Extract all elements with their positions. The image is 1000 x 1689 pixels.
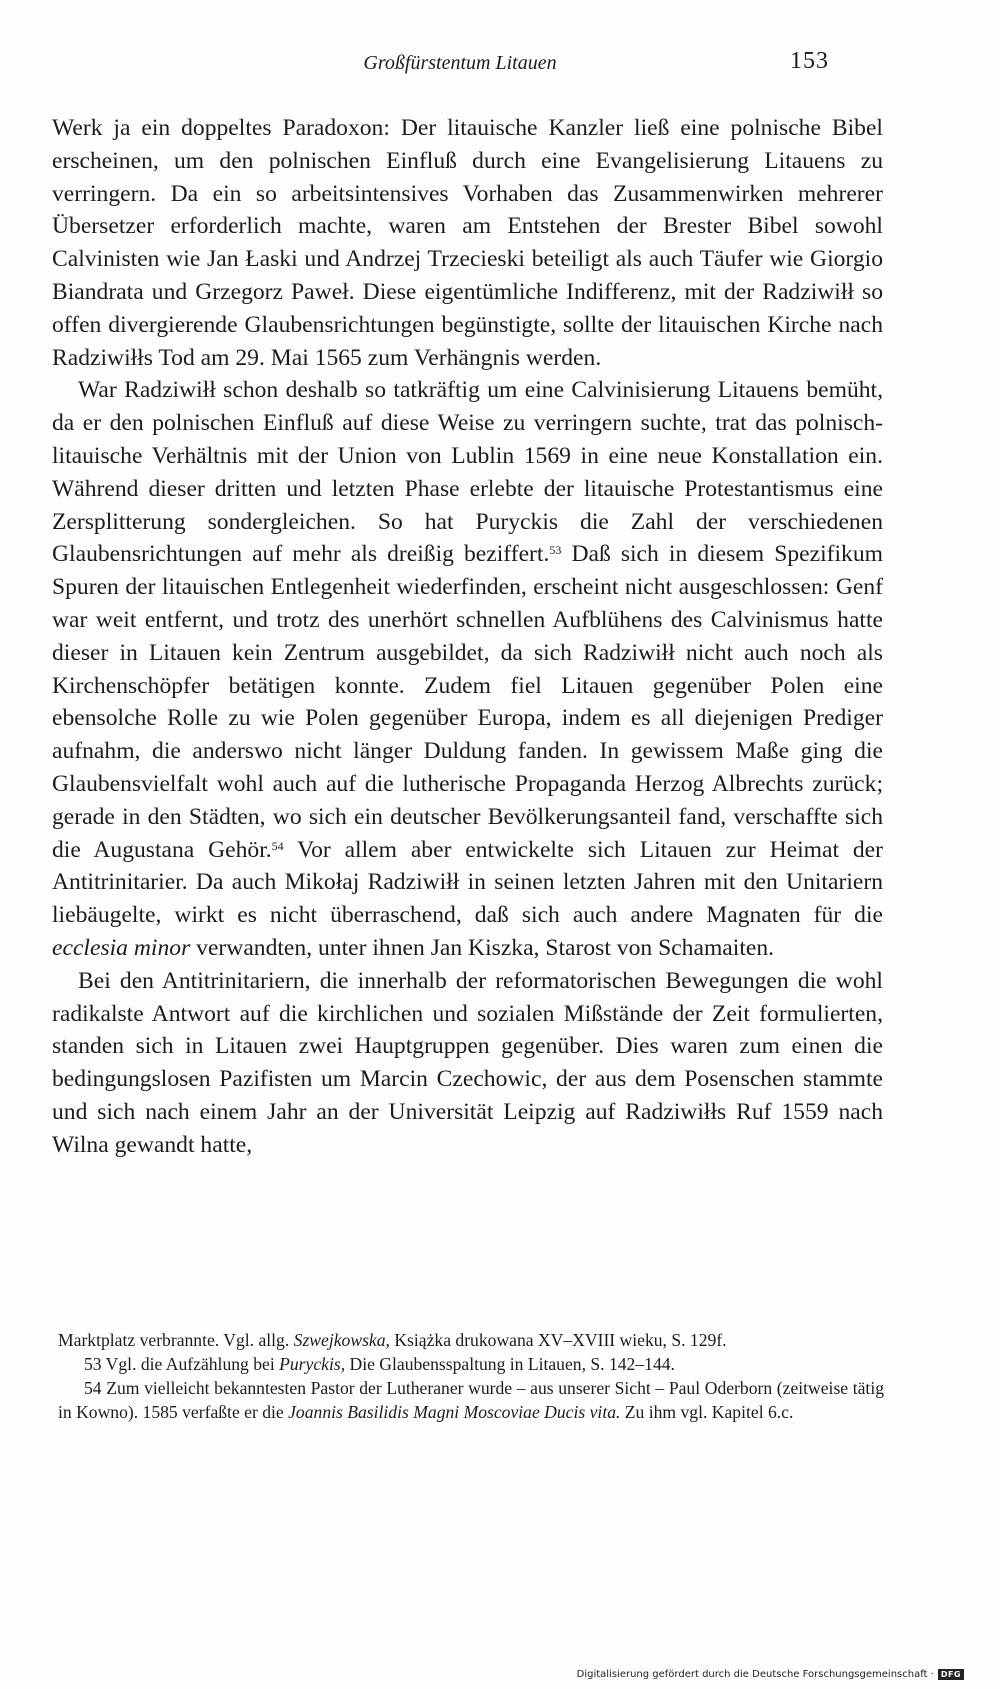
footnote-ref-54[interactable]: 54 — [271, 838, 284, 853]
paragraph-2 — [52, 374, 883, 964]
paragraph-1-text: Werk ja ein doppeltes Paradoxon: Der litauische Kanzler ließ eine polnische Bibel erscheinen, um den polnischen Einfluß durch eine Evangelisierung Litauens zu verringern. Da ein so arbeitsintensives Vorhaben das Zusammenwirken mehrerer Übersetzer erforderlich machte, waren am Entstehen der Brester Bibel sowohl Calvinisten wie Jan Łaski und Andrzej Trzecieski beteiligt als auch Täufer wie Giorgio Biandrata und Grzegorz Paweł. Diese eigentümliche Indifferenz, mit der Radziwiłł so offen divergierende Glaubensrichtungen begünstigte, sollte der litauischen Kirche nach Radziwiłłs Tod am 29. Mai 1565 zum Verhängnis werden. — [52, 115, 883, 371]
running-title: Großfürstentum Litauen — [363, 52, 557, 74]
paragraph-3-text: Bei den Antitrinitariern, die innerhalb der reformatorischen Bewegungen die wohl radikalste Antwort auf die kirchlichen und sozialen Mißstände der Zeit formulierten, standen sich in Litauen zwei Hauptgruppen gegenüber. Dies waren zum einen die bedingungslosen Pazifisten um Marcin Czechowic, der aus dem Posenschen stammte und sich nach einem Jahr an der Universität Leipzig auf Radziwiłłs Ruf 1559 nach Wilna gewandt hatte, — [52, 967, 883, 1158]
footnote-54-text-b: Zu ihm vgl. Kapitel 6.c. — [620, 1402, 794, 1422]
footnote-ref-53[interactable]: 53 — [549, 543, 562, 558]
footnote-53-text-a: 53 Vgl. die Aufzählung bei — [84, 1354, 280, 1374]
paragraph-2-text-a: War Radziwiłł schon deshalb so tatkräftig um eine Calvinisierung Litauens bemüht, da er den polnischen Einfluß auf diese Weise zu verringern suchte, trat das polnisch-litauische Verhältnis mit der Union von Lublin 1569 in eine neue Konstallation ein. Während dieser dritten und letzten Phase erlebte der litauische Protestantismus eine Zersplitterung sondergleichen. So hat Puryckis die Zahl der verschiedenen Glaubensrichtungen auf mehr als dreißig beziffert. — [52, 377, 883, 568]
footnote-continuation-text-b: Książka drukowana XV–XVIII wieku, S. 129f. — [389, 1330, 727, 1350]
footnote-54-italic: Joannis Basilidis Magni Moscoviae Ducis vita. — [288, 1402, 621, 1422]
paragraph-3 — [52, 965, 883, 1162]
footnote-53-italic: Puryckis, — [279, 1354, 346, 1374]
dfg-logo-icon: DFG — [938, 1669, 964, 1680]
paragraph-2-text-b: Daß sich in diesem Spezifikum Spuren der litauischen Entlegenheit wiederfinden, erscheint nicht ausgeschlossen: Genf war weit entfernt, und trotz des unerhört schnellen Aufblühens des Calvinismus hatte dieser in Litauen kein Zentrum ausgebildet, da sich Radziwiłł nicht auch noch als Kirchenschöpfer betätigen konnte. Zudem fiel Litauen gegenüber Polen eine ebensolche Rolle zu wie Polen gegenüber Europa, indem es all diejenigen Prediger aufnahm, die anderswo nicht länger Duldung fanden. In gewissem Maße ging die Glaubensvielfalt wohl auch auf die lutherische Propaganda Herzog Albrechts zurück; gerade in den Städten, wo sich ein deutscher Bevölkerungsanteil fand, verschaffte sich die Augustana Gehör. — [52, 541, 883, 863]
page-number: 153 — [790, 48, 829, 74]
digitization-credit — [577, 1669, 964, 1680]
footnote-54-text-a: 54 Zum vielleicht bekanntesten Pastor der Lutheraner wurde – aus unserer Sicht – Paul Oderborn (zeitweise tätig in Kowno). 1585 verfaßte er die — [58, 1378, 884, 1422]
paragraph-1 — [52, 112, 883, 374]
footnote-54 — [58, 1376, 884, 1424]
paragraph-2-text-c: Vor allem aber entwickelte sich Litauen zur Heimat der Antitrinitarier. Da auch Mikołaj Radziwiłł in seinen letzten Jahren mit den Unitariern liebäugelte, wirkt es nicht überraschend, daß sich auch andere Magnaten für die — [52, 836, 883, 929]
main-text — [52, 112, 883, 1162]
footnotes — [58, 1328, 884, 1424]
footnote-continuation-text-a: Marktplatz verbrannte. Vgl. allg. — [58, 1330, 294, 1350]
footnote-continuation-italic: Szwejkowska, — [293, 1330, 390, 1350]
footnote-53 — [58, 1352, 884, 1376]
footnote-53-text-b: Die Glaubensspaltung in Litauen, S. 142–144. — [345, 1354, 675, 1374]
digitization-credit-text: Digitalisierung gefördert durch die Deutsche Forschungsgemeinschaft · — [576, 1669, 934, 1680]
paragraph-2-italic: ecclesia minor — [52, 934, 191, 961]
footnote-continuation — [58, 1328, 884, 1352]
paragraph-2-text-d: verwandten, unter ihnen Jan Kiszka, Starost von Schamaiten. — [190, 934, 775, 961]
